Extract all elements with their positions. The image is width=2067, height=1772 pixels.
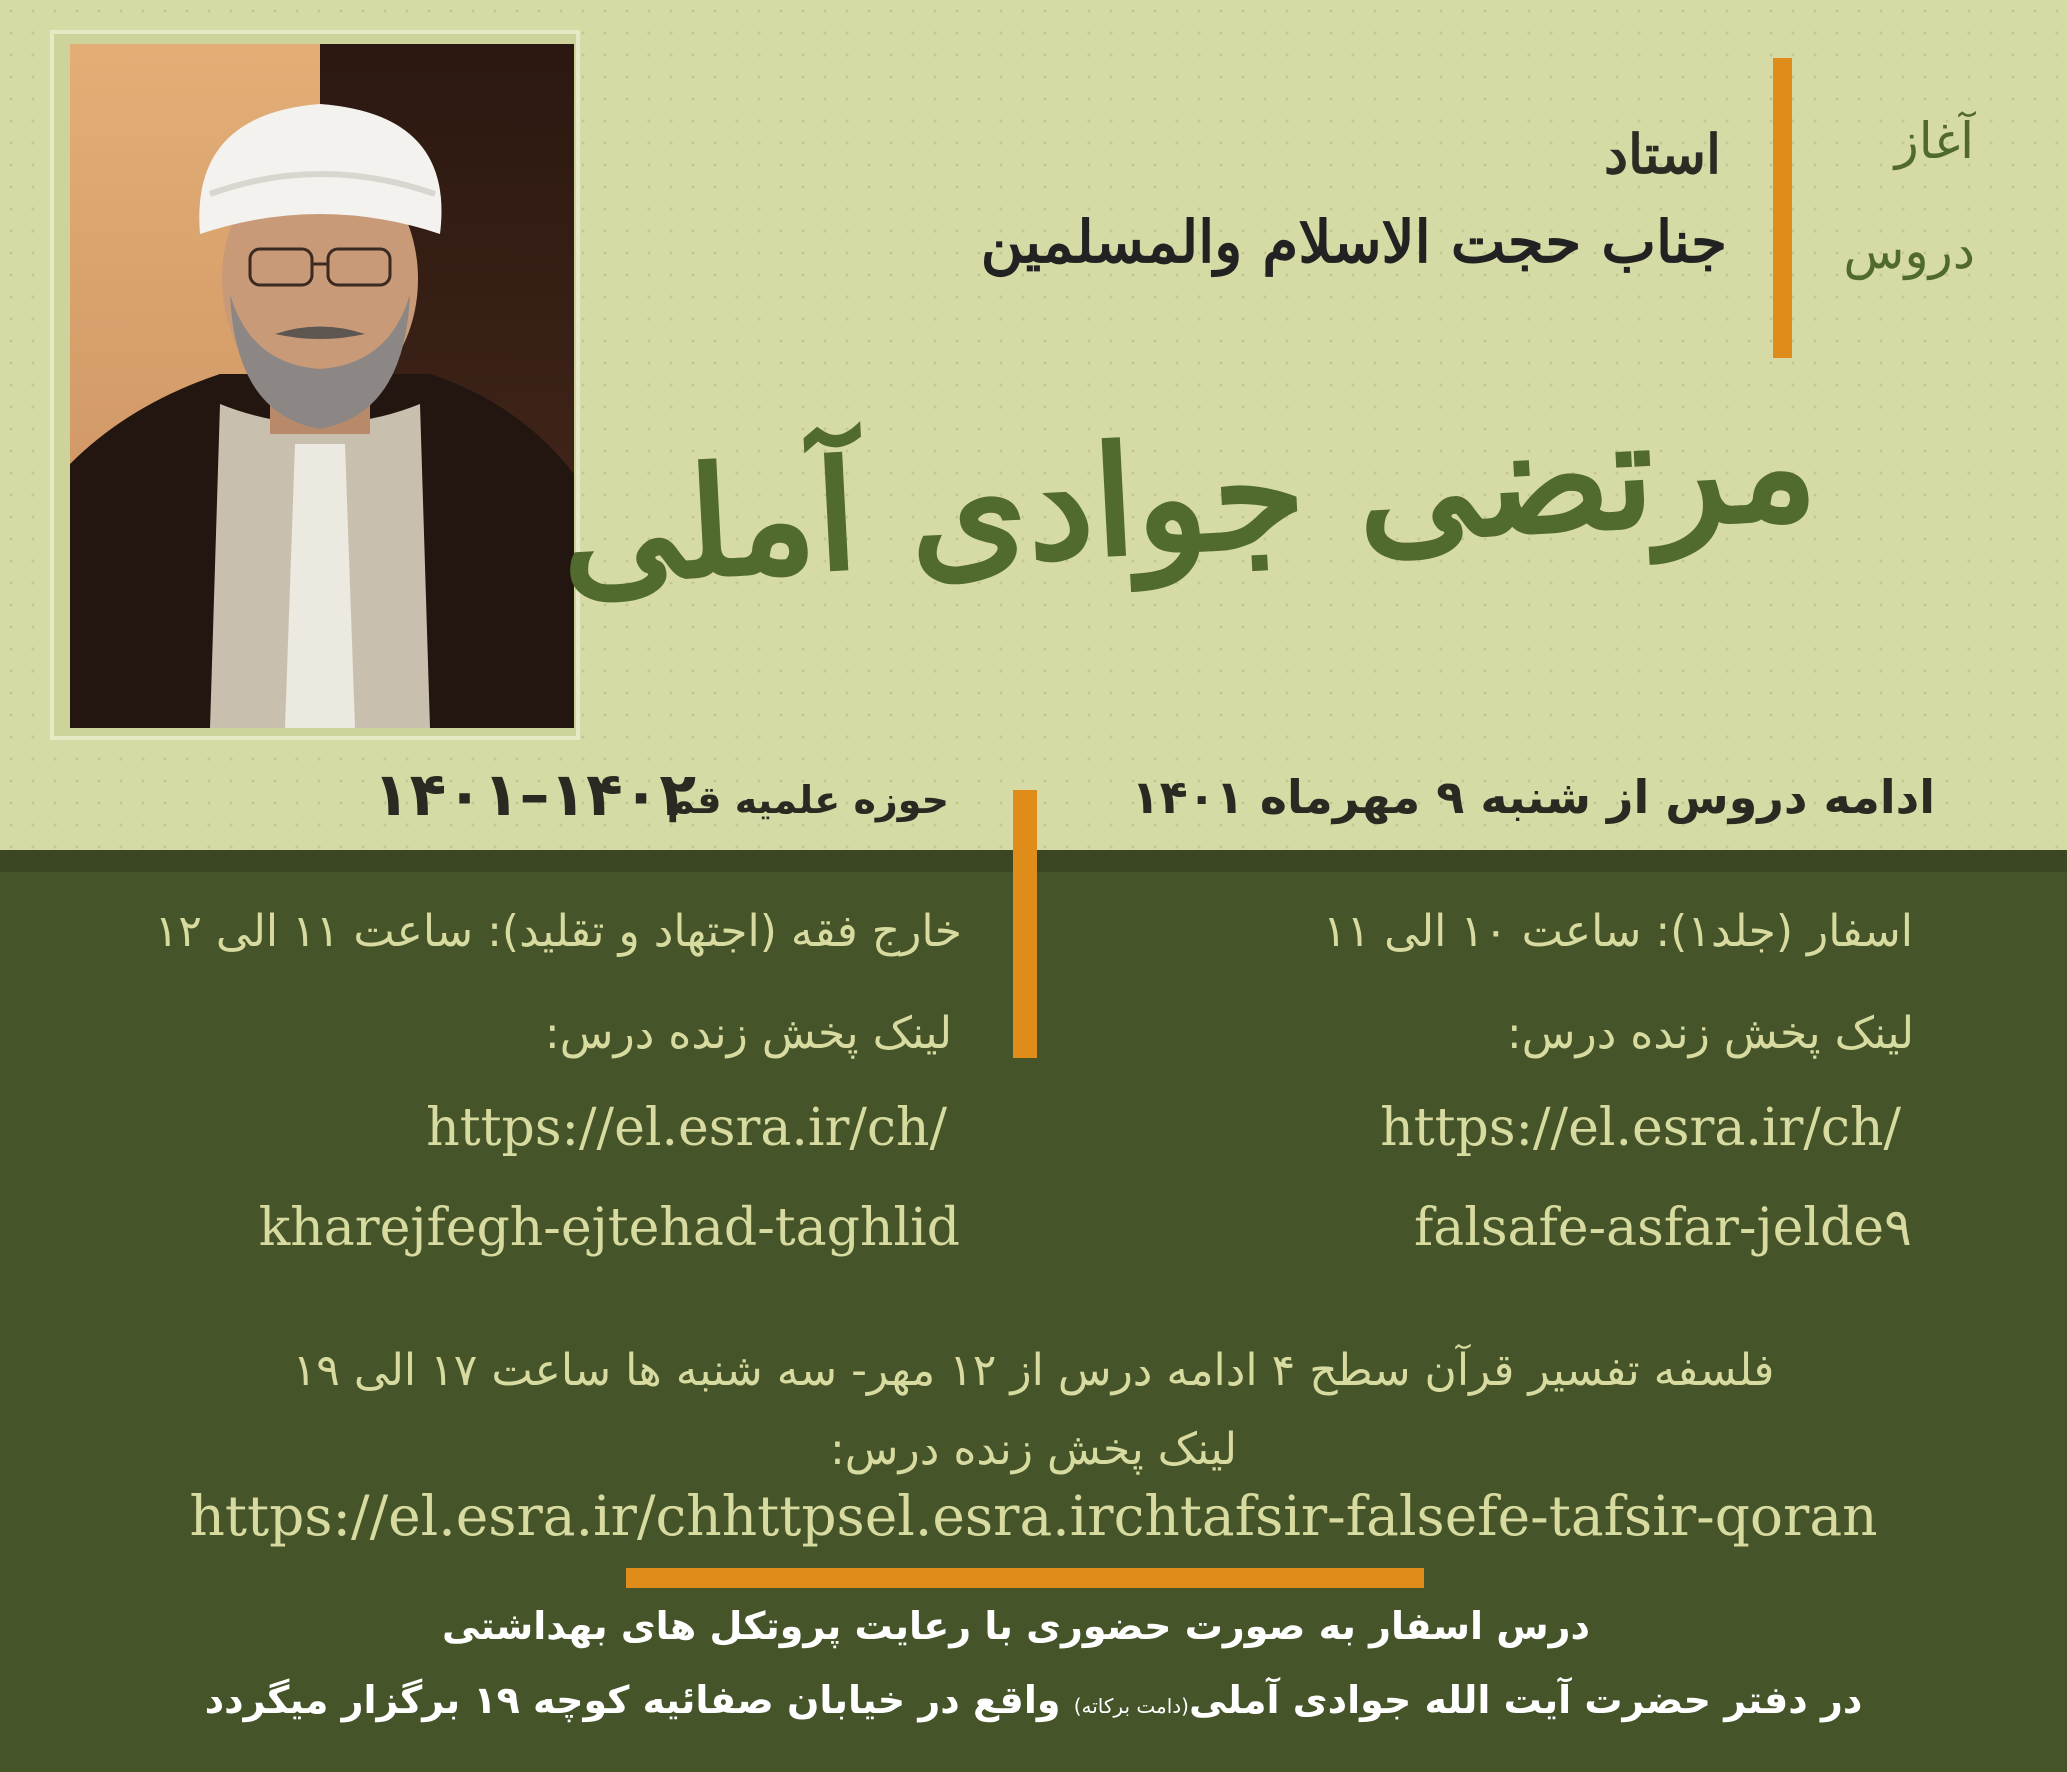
- orange-horizontal-bar: [626, 1568, 1424, 1588]
- footer-note-2-start: در دفتر حضرت آیت الله جوادی آملی: [1189, 1678, 1863, 1722]
- honorific-title: جناب حجت الاسلام والمسلمین: [980, 208, 1727, 276]
- footer-note-1: درس اسفار به صورت حضوری با رعایت پروتکل های بهداشتی: [441, 1604, 1591, 1648]
- asfar-link-line-2[interactable]: falsafe-asfar-jelde۹: [1413, 1198, 1912, 1258]
- portrait-frame: [50, 30, 580, 740]
- academic-years: ۱۴۰۱–۱۴۰۲: [373, 760, 696, 830]
- feqh-link-line-2[interactable]: kharejfegh-ejtehad-taghlid: [258, 1198, 960, 1258]
- footer-note-2-honorific: (دامت برکاته): [1073, 1694, 1189, 1718]
- tafsir-link[interactable]: https://el.esra.ir/chhttpsel.esra.irchtafsir-falsefe-tafsir-qoran: [189, 1484, 1878, 1548]
- feqh-course-title: خارج فقه (اجتهاد و تقلید): ساعت ۱۱ الی ۱۲: [154, 906, 962, 957]
- tafsir-course-title: فلسفه تفسیر قرآن سطح ۴ ادامه درس از ۱۲ مهر- سه شنبه ها ساعت ۱۷ الی ۱۹: [292, 1345, 1775, 1396]
- footer-note-2: [0, 1678, 2067, 1722]
- ostad-title: استاد: [1603, 122, 1721, 186]
- hawzeh-label: حوزه علمیه قم: [666, 778, 949, 822]
- asfar-link-line-1[interactable]: https://el.esra.ir/ch/: [1380, 1098, 1901, 1158]
- asfar-course-title: اسفار (جلد۱): ساعت ۱۰ الی ۱۱: [1322, 906, 1913, 957]
- tafsir-live-label: لینک پخش زنده درس:: [829, 1424, 1238, 1475]
- asfar-live-label: لینک پخش زنده درس:: [1506, 1008, 1914, 1059]
- orange-vertical-bar-middle: [1013, 790, 1037, 1058]
- start-label-line-1: آغاز: [1894, 112, 1974, 170]
- feqh-live-label: لینک پخش زنده درس:: [544, 1008, 952, 1059]
- orange-vertical-bar-top: [1773, 58, 1792, 358]
- cleric-portrait-illustration: [70, 44, 574, 728]
- scholar-name-calligraphy: مرتضی جوادی آملی: [556, 377, 1821, 619]
- continuation-date: ادامه دروس از شنبه ۹ مهرماه ۱۴۰۱: [1131, 770, 1935, 824]
- portrait-photo: [70, 44, 574, 728]
- start-label-line-2: دروس: [1843, 222, 1975, 280]
- feqh-link-line-1[interactable]: https://el.esra.ir/ch/: [426, 1098, 947, 1158]
- footer-note-2-end: واقع در خیابان صفائیه کوچه ۱۹ برگزار میگردد: [204, 1678, 1061, 1722]
